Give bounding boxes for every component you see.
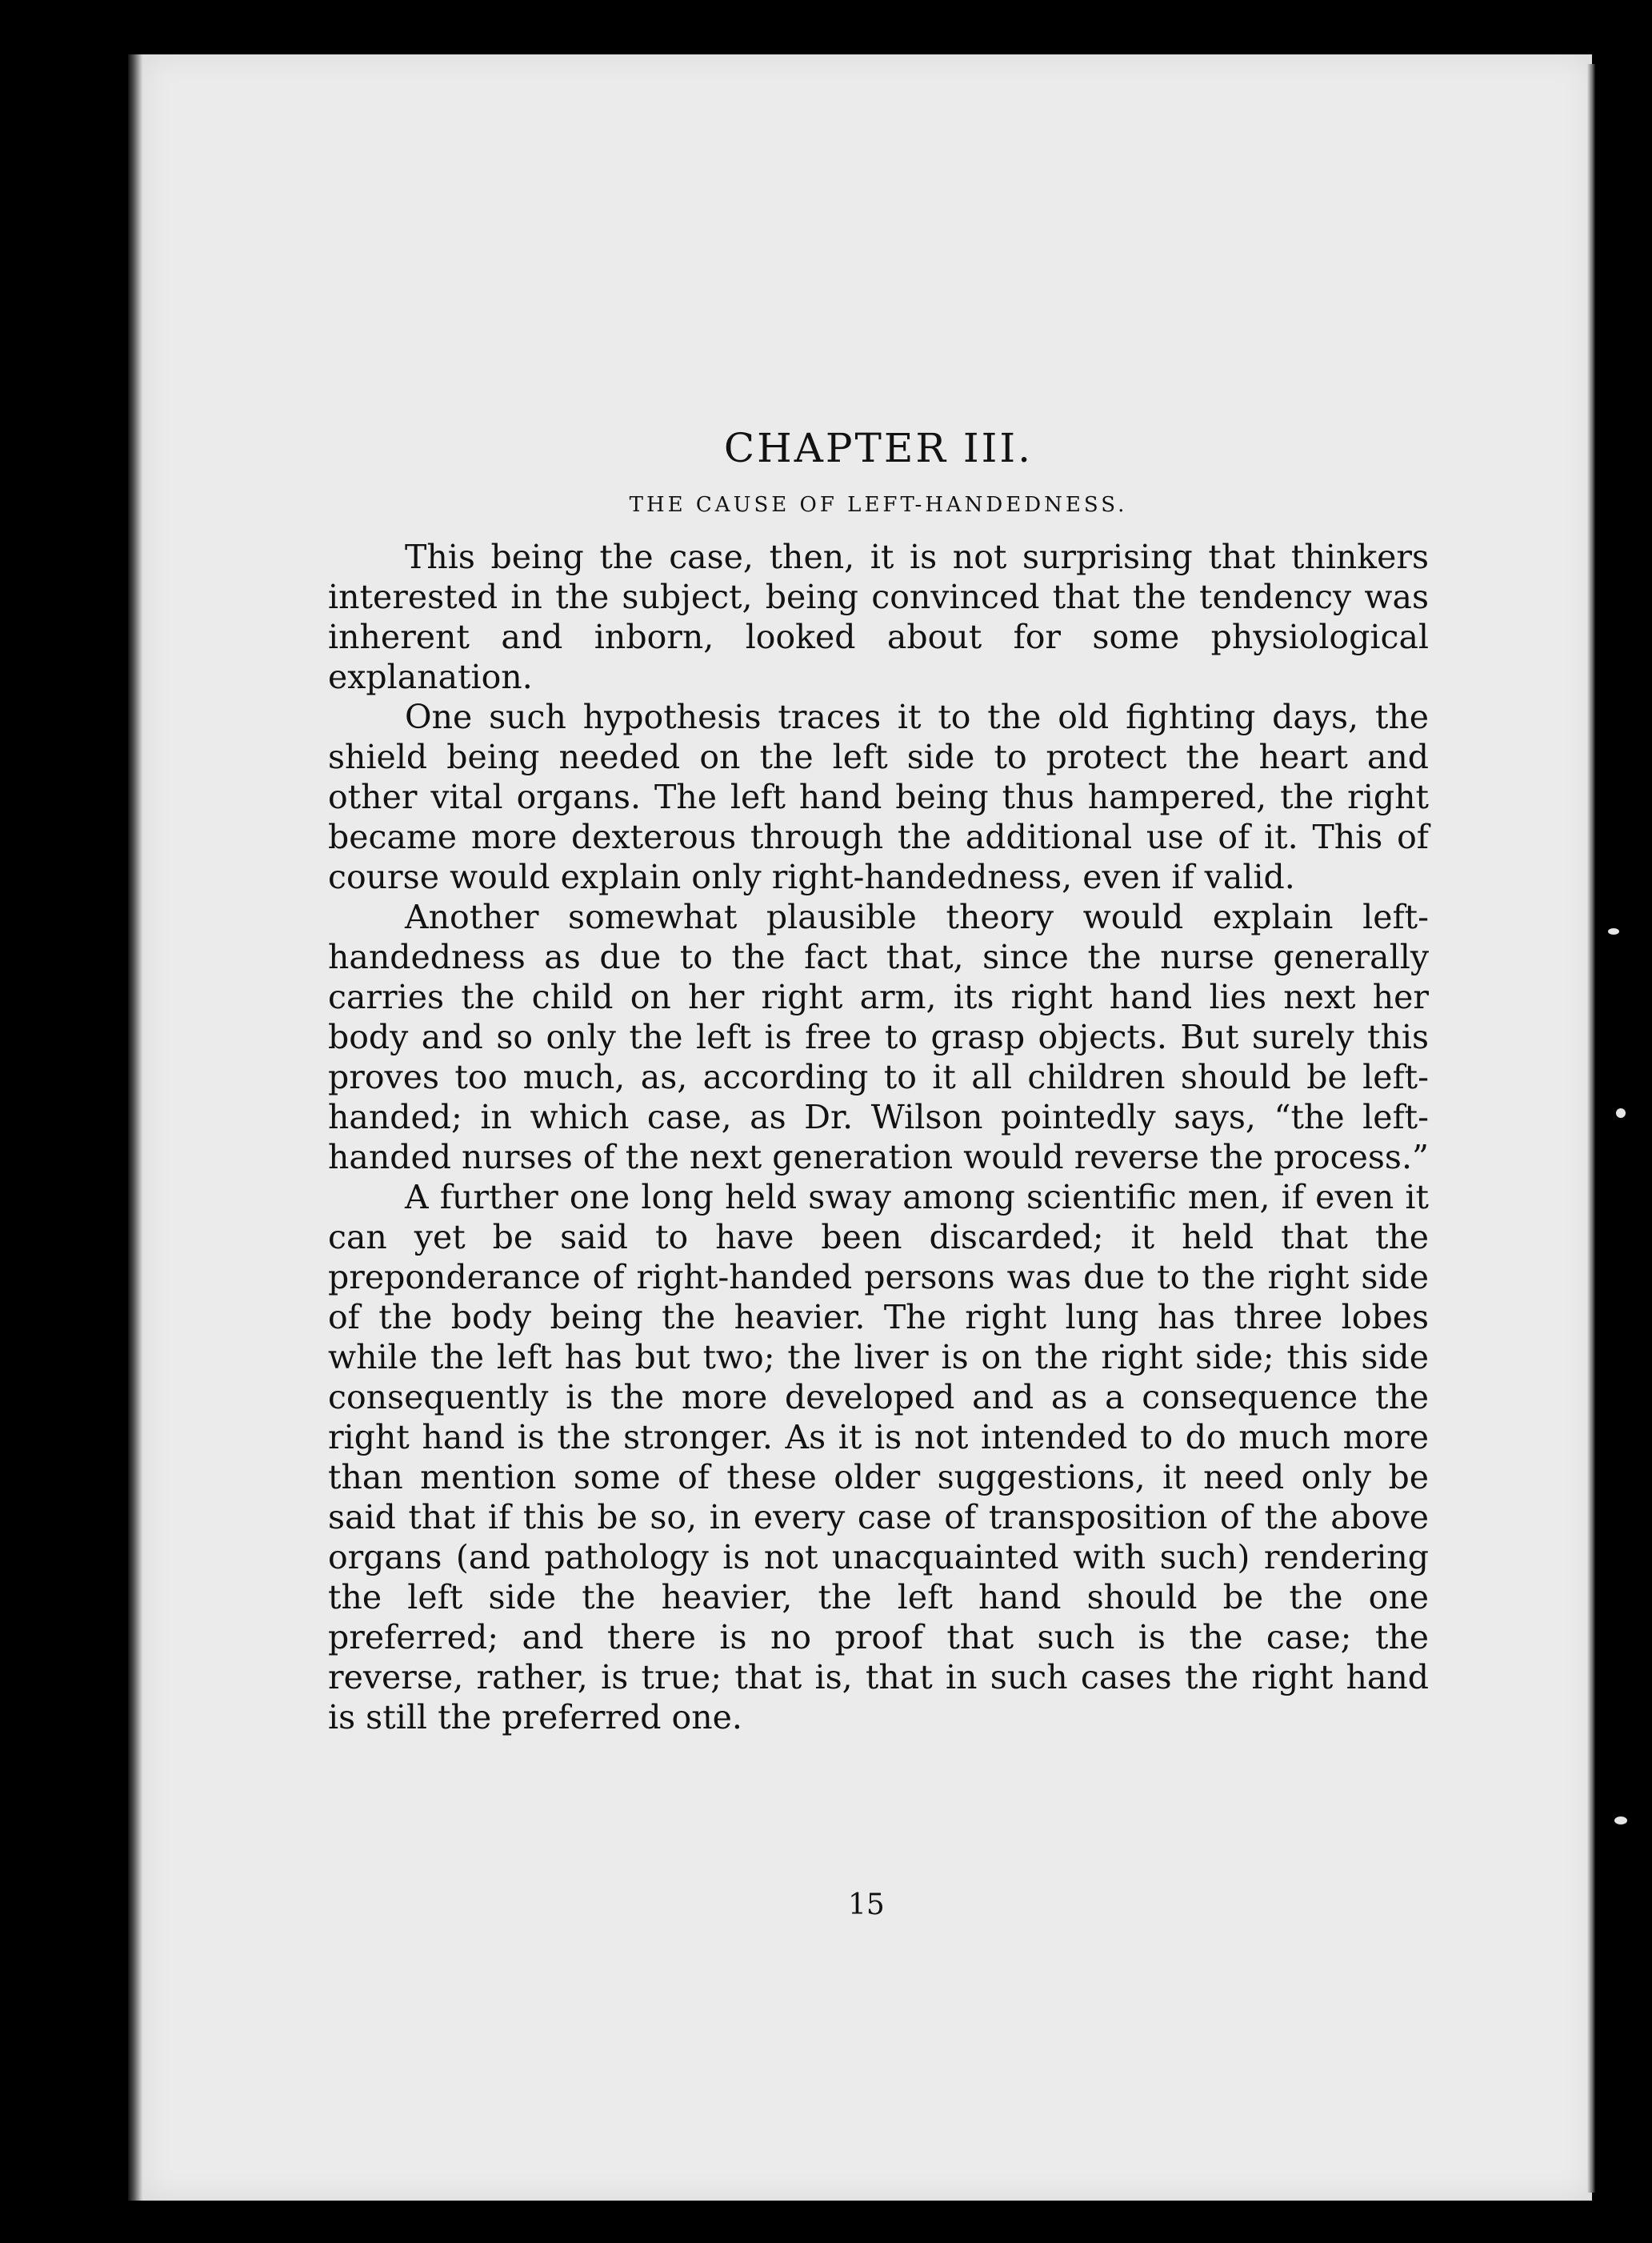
paragraph: A further one long held sway among scientific men, if even it can yet be said to have been discarded; it held that the preponderance of right-handed persons was due to the right side of the body being the heavier. The right lung has three lobes while the left has but two; the liver is on the right side; this side consequently is the more developed and as a consequence the right hand is the stronger. As it is not intended to do much more than mention some of these older suggestions, it need only be said that if this be so, in every case of transposition of the above organs (and pathology is not unacquainted with such) rendering the left side the heavier, the left hand should be the one preferred; and there is no proof that such is the case; the reverse, rather, is true; that is, that in such cases the right hand is still the preferred one. (328, 1178, 1429, 1737)
chapter-title: CHAPTER III. (723, 425, 1034, 471)
scan-speck (1614, 1816, 1627, 1824)
page-text (328, 424, 1429, 1737)
paragraph: This being the case, then, it is not surprising that thinkers interested in the subject, being convinced that the tendency was inherent and inborn, looked about for some physiological explanation. (328, 538, 1429, 697)
scan-speck (1608, 928, 1619, 935)
paragraph: One such hypothesis traces it to the old fighting days, the shield being needed on the left side to protect the heart and other vital organs. The left hand being thus hampered, the right became more dexterous through the additional use of it. This of course would explain only right-handedness, even if valid. (328, 698, 1429, 897)
scan-speck (1616, 1108, 1626, 1118)
chapter-subtitle: THE CAUSE OF LEFT-HANDEDNESS. (629, 493, 1128, 517)
paragraph: Another somewhat plausible theory would explain left-handedness as due to the fact that, since the nurse generally carries the child on her right arm, its right hand lies next her body and so only the left is free to grasp objects. But surely this proves too much, as, according to it all children should be left-handed; in which case, as Dr. Wilson pointedly says, “the left-handed nurses of the next generation would reverse the process.” (328, 898, 1429, 1177)
page-right-edge (1587, 64, 1595, 2193)
page-number: 15 (848, 1889, 885, 1921)
